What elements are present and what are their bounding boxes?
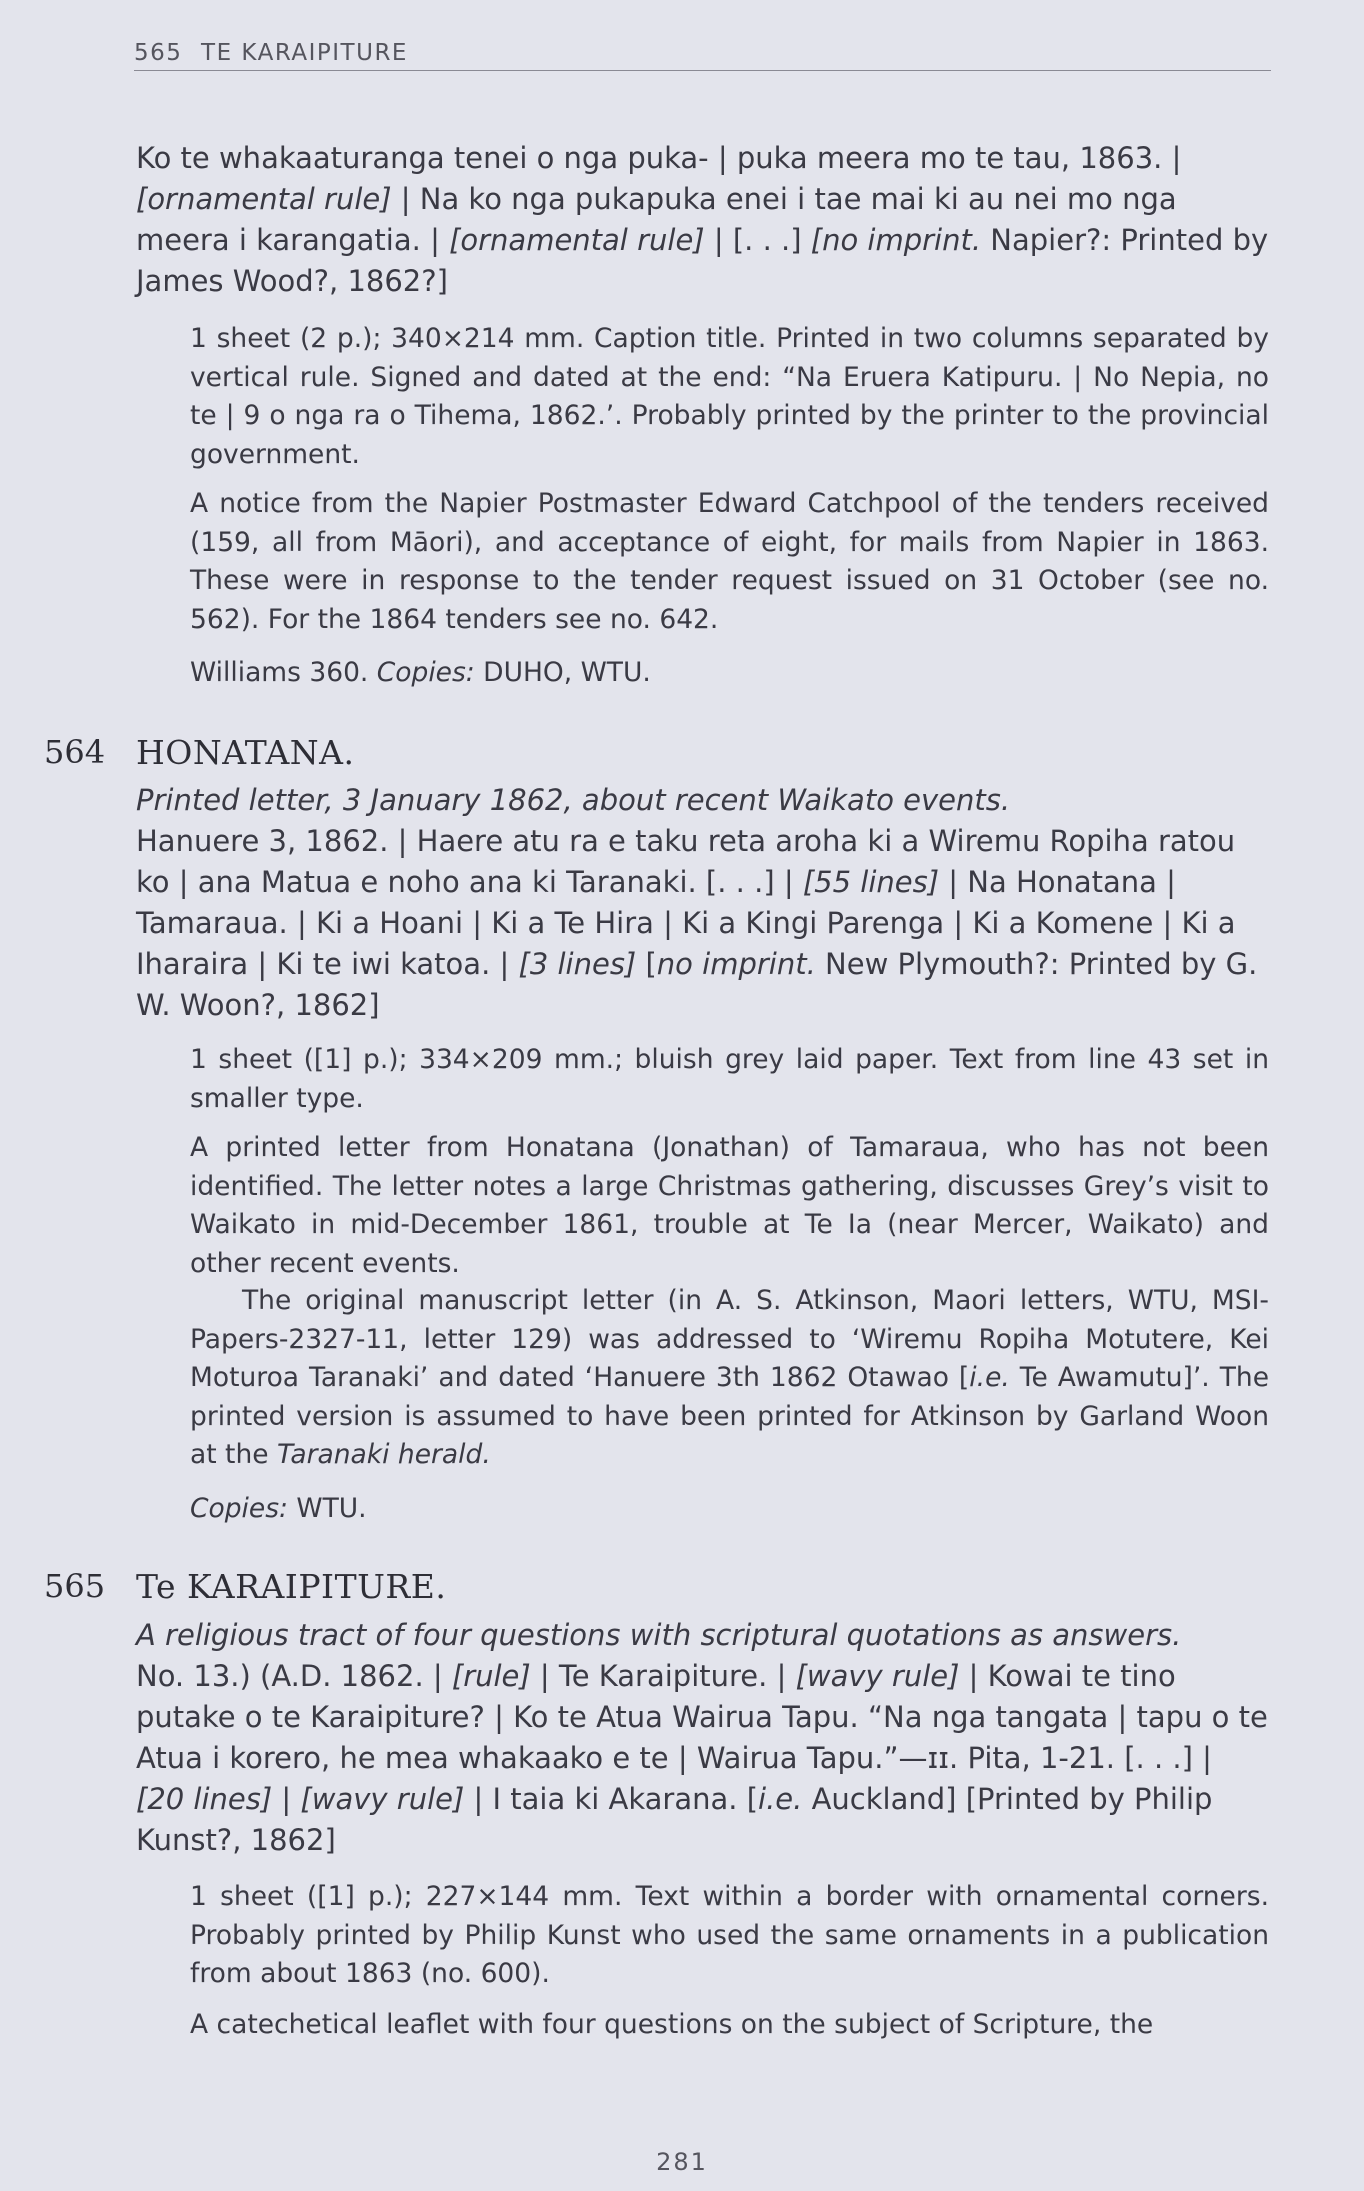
entry-563-references: Williams 360. Copies: DUHO, WTU.	[190, 657, 651, 688]
entry-564-number: 564	[44, 733, 106, 771]
running-head	[134, 40, 1271, 71]
entry-564-transcription: Hanuere 3, 1862. | Haere atu ra e taku reta aroha ki a Wiremu Ropiha ratou ko | ana Matua e noho ana ki Taranaki. [. . .] | [55 lines] | Na Honatana | Tamaraua. | Ki a Hoani | Ki a Te Hira | Ki a Kingi Parenga | Ki a Komene | Ki a Iharaira | Ki te iwi katoa. | [3 lines] [no imprint. New Plymouth?: Printed by G. W. Woon?, 1862]	[136, 824, 1258, 1022]
entry-565-title: Te KARAIPITURE.	[136, 1567, 447, 1606]
entry-564-physical-description: 1 sheet ([1] p.); 334×209 mm.; bluish grey laid paper. Text from line 43 set in smaller type.	[190, 1044, 1269, 1114]
entry-563-physical-description: 1 sheet (2 p.); 340×214 mm. Caption title. Printed in two columns separated by vertical rule. Signed and dated at the end: “Na Eruera Katipuru. | No Nepia, no te | 9 o nga ra o Tihema, 1862.’. Probably printed by the printer to the provincial government.	[190, 323, 1269, 470]
running-head-number: 565	[134, 40, 183, 66]
entry-565-transcription: No. 13.) (A.D. 1862. | [rule] | Te Karaipiture. | [wavy rule] | Kowai te tino putake o te Karaipiture? | Ko te Atua Wairua Tapu. “Na nga tangata | tapu o te Atua i korero, he mea whakaako e te | Wairua Tapu.”—ɪɪ. Pita, 1-21. [. . .] | [20 lines] | [wavy rule] | I taia ki Akarana. [i.e. Auckland] [Printed by Philip Kunst?, 1862]	[136, 1659, 1268, 1857]
entry-565-physical-description: 1 sheet ([1] p.); 227×144 mm. Text within a border with ornamental corners. Probably printed by Philip Kunst who used the same ornaments in a publication from about 1863 (no. 600).	[190, 1881, 1269, 1989]
entry-565-subtitle: A religious tract of four questions with scriptural quotations as answers.	[136, 1618, 1182, 1652]
entry-563-transcription: Ko te whakaaturanga tenei o nga puka- | puka meera mo te tau, 1863. | [ornamental rule] | Na ko nga pukapuka enei i tae mai ki au nei mo nga meera i karangatia. | [ornamental rule] | [. . .] [no imprint. Napier?: Printed by James Wood?, 1862?]	[136, 141, 1269, 298]
running-head-text: TE KARAIPITURE	[201, 40, 408, 66]
entry-564-title: HONATANA.	[136, 733, 355, 772]
entry-564-note-2: The original manuscript letter (in A. S. Atkinson, Maori letters, WTU, MSI-Papers-2327-11, letter 129) was addressed to ‘Wiremu Ropiha Motutere, Kei Moturoa Taranaki’ and dated ‘Hanuere 3th 1862 Otawao [i.e. Te Awamutu]’. The printed version is assumed to have been printed for Atkinson by Garland Woon at the Taranaki herald.	[190, 1285, 1269, 1470]
entry-565-number: 565	[44, 1567, 106, 1605]
entry-563-note: A notice from the Napier Postmaster Edward Catchpool of the tenders received (159, all from Māori), and acceptance of eight, for mails from Napier in 1863. These were in response to the tender request issued on 31 October (see no. 562). For the 1864 tenders see no. 642.	[190, 488, 1269, 635]
entry-565-note: A catechetical leaflet with four questions on the subject of Scripture, the	[190, 2009, 1154, 2040]
page-number: 281	[656, 2148, 708, 2176]
entry-564-copies: Copies: WTU.	[190, 1493, 367, 1524]
entry-564-subtitle: Printed letter, 3 January 1862, about recent Waikato events.	[136, 783, 1011, 817]
entry-564-note: A printed letter from Honatana (Jonathan) of Tamaraua, who has not been identified. The letter notes a large Christmas gathering, discusses Grey’s visit to Waikato in mid-December 1861, trouble at Te Ia (near Mercer, Waikato) and other recent events.	[190, 1132, 1269, 1279]
